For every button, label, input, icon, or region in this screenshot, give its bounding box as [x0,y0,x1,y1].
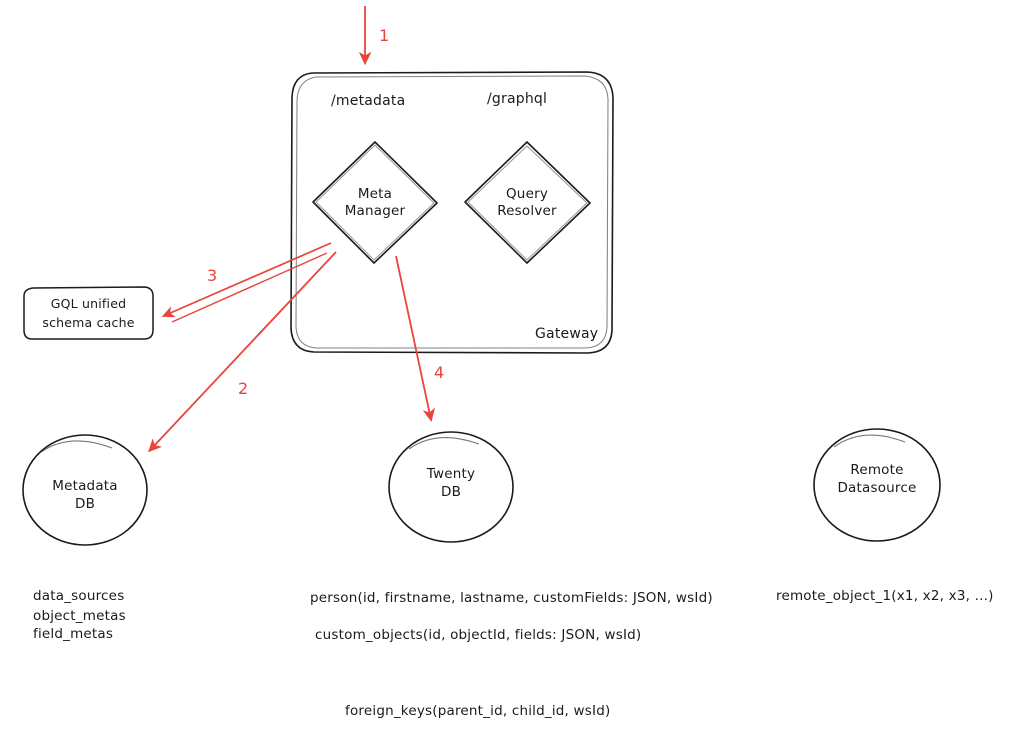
arrow-1-label: 1 [379,26,390,45]
query-resolver-label-line1: Query [505,186,549,202]
twenty-db-label-line2: DB [440,484,462,500]
twenty-schema-line-2: custom_objects(id, objectId, fields: JSON, wsId) [315,627,642,643]
arrow-4-stroke [396,256,430,415]
metadata-schema-line-2: object_metas [33,608,126,624]
gql-cache-label-line1: GQL unified [50,296,127,311]
metadata-schema-line-1: data_sources [33,588,125,604]
shared-schema-line-1: foreign_keys(parent_id, child_id, wsId) [345,703,611,719]
arrow-2-label: 2 [238,379,249,398]
metadata-db-label-line1: Metadata [52,478,118,494]
remote-schema-line-1: remote_object_1(x1, x2, x3, ...) [776,588,994,604]
gateway-label: Gateway [535,326,599,342]
meta-manager-label-line1: Meta [357,186,393,202]
meta-manager-label-line2: Manager [344,203,406,219]
query-resolver-label-line2: Resolver [497,203,557,219]
metadata-schema-line-3: field_metas [33,626,114,642]
route-label-metadata: /metadata [331,93,406,109]
arrow-4-label: 4 [434,363,445,382]
remote-datasource-label-line1: Remote [850,462,904,478]
gql-cache-label-line2: schema cache [42,315,135,330]
gql-cache-shape [24,287,153,339]
metadata-db-label-line2: DB [74,496,96,512]
twenty-schema-line-1: person(id, firstname, lastname, customFields: JSON, wsId) [310,590,713,606]
remote-datasource-label-line2: Datasource [837,480,917,496]
twenty-db-label-line1: Twenty [426,466,476,482]
arrow-3-label: 3 [207,266,218,285]
route-label-graphql: /graphql [487,91,548,107]
